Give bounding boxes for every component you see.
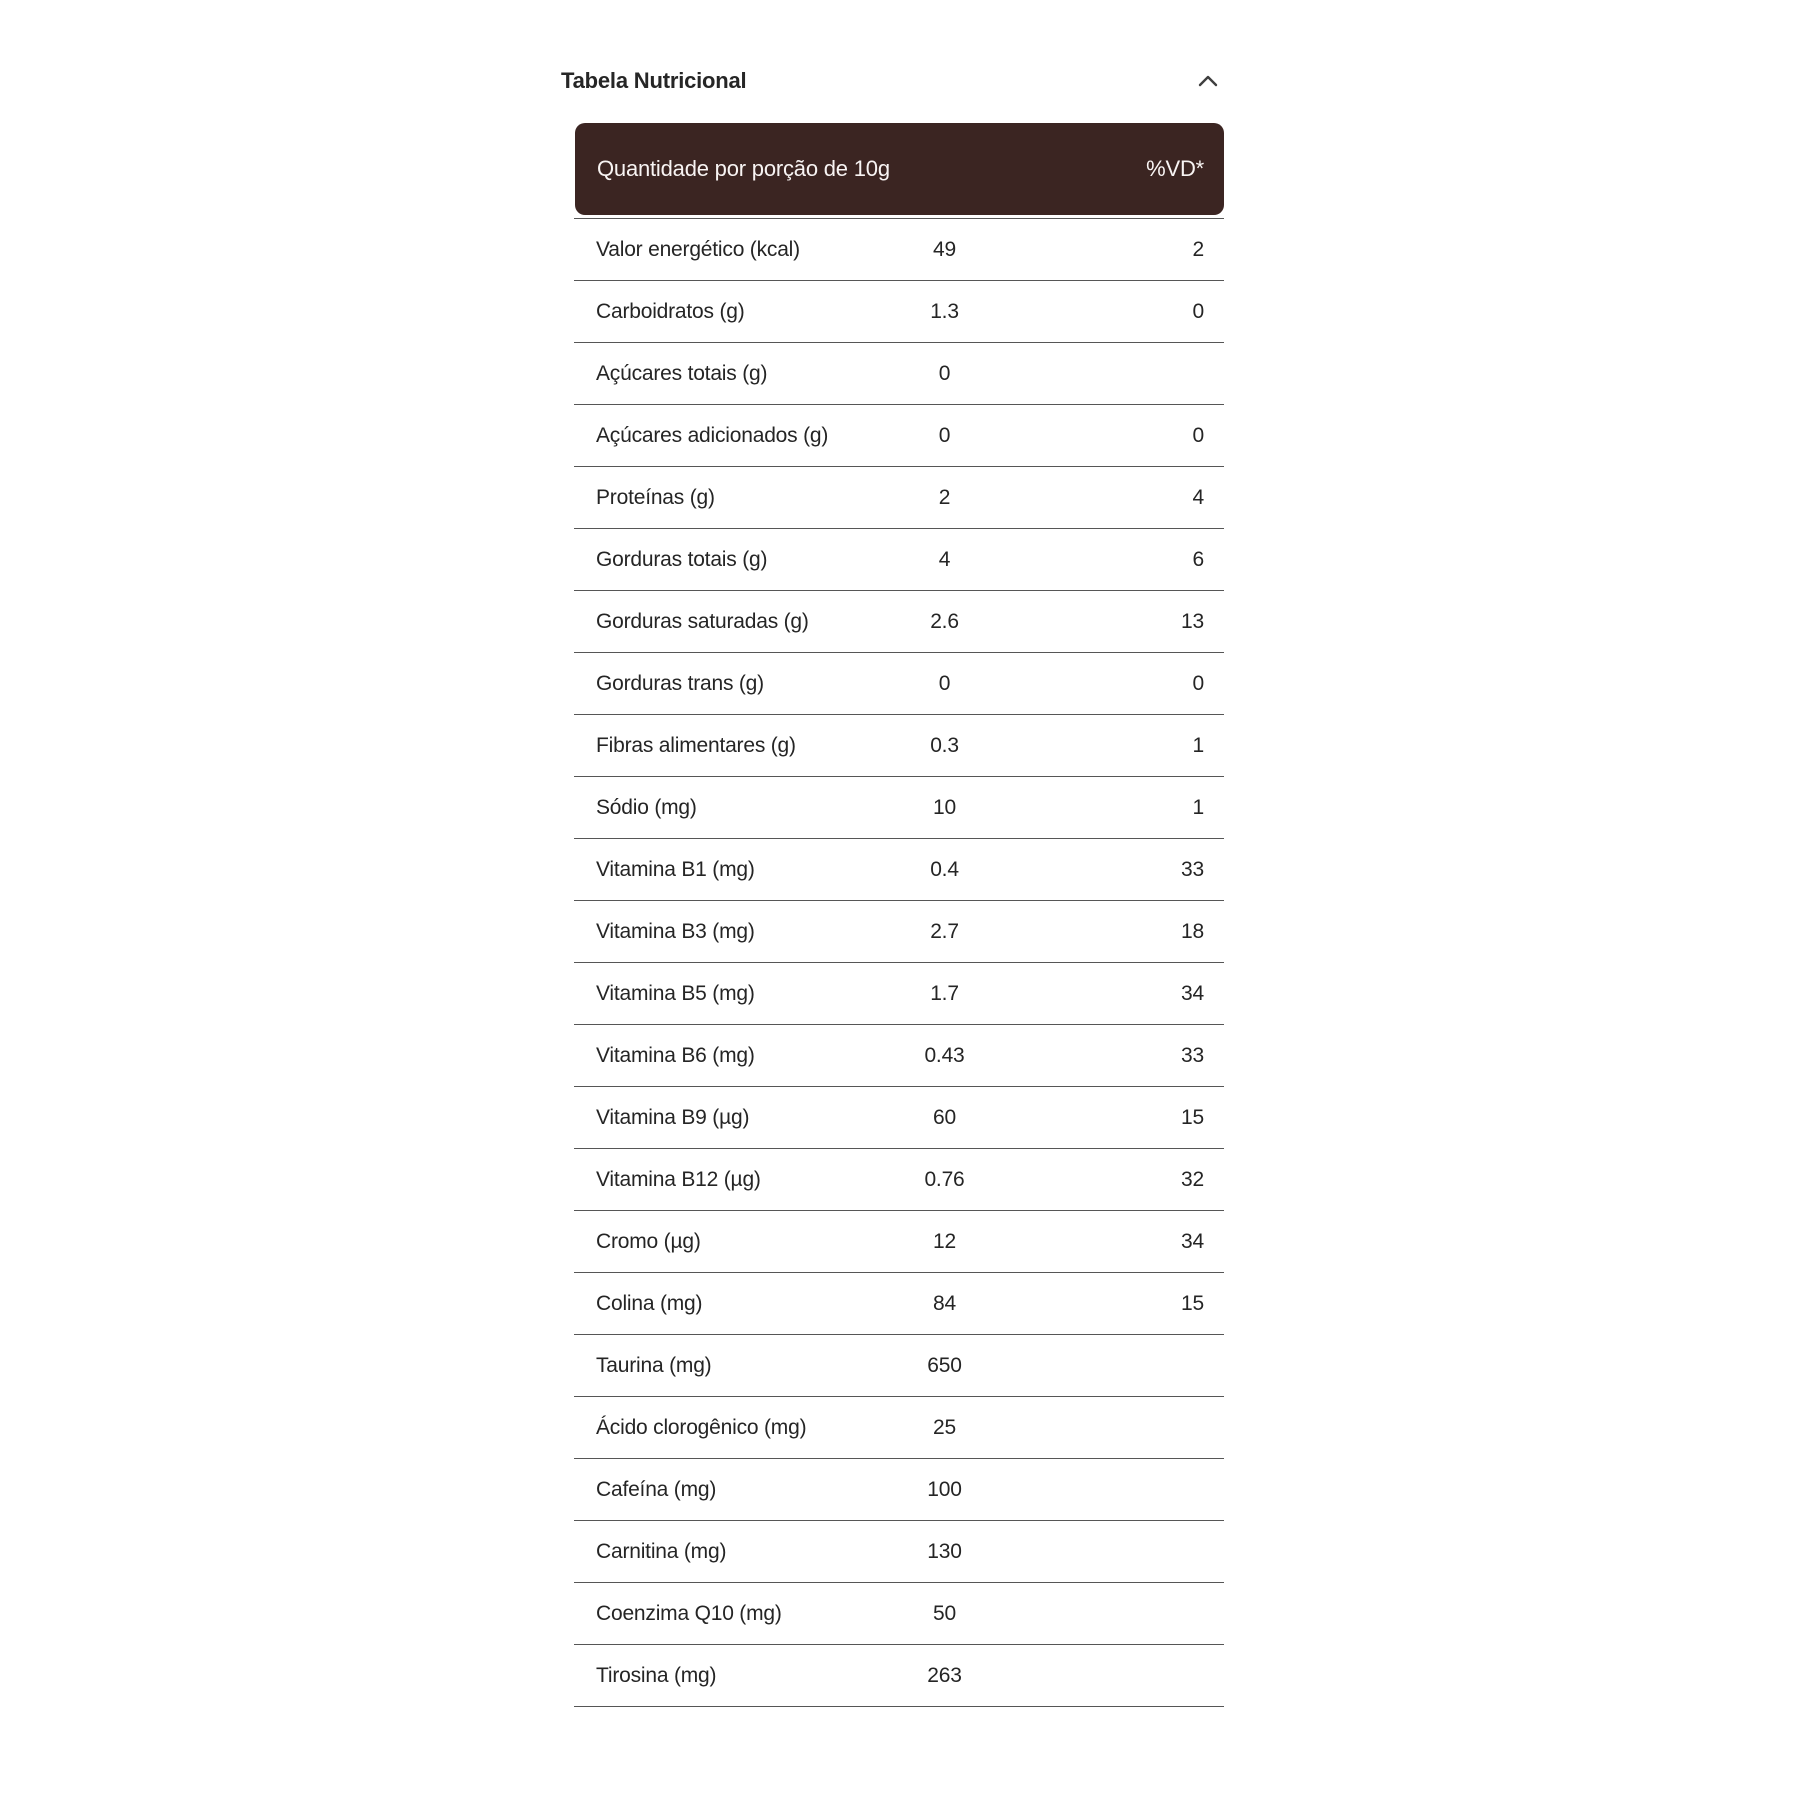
table-row [574, 653, 1224, 715]
nutrient-label: Gorduras saturadas (g) [596, 609, 809, 633]
nutrition-table [574, 218, 1224, 1707]
table-row [574, 343, 1224, 405]
table-row [574, 1149, 1224, 1211]
nutrient-amount: 0.4 [930, 857, 959, 881]
nutrient-vd: 4 [1192, 485, 1204, 509]
nutrient-label: Proteínas (g) [596, 485, 715, 509]
table-row [574, 1645, 1224, 1707]
table-row [574, 715, 1224, 777]
table-row [574, 1397, 1224, 1459]
nutrient-amount: 0.43 [924, 1043, 965, 1067]
table-row [574, 1521, 1224, 1583]
table-row [574, 777, 1224, 839]
nutrient-vd: 33 [1181, 857, 1204, 881]
nutrient-amount: 10 [933, 795, 956, 819]
nutrient-label: Vitamina B9 (µg) [596, 1105, 750, 1129]
nutrient-vd: 32 [1181, 1167, 1204, 1191]
nutrient-vd: 0 [1192, 423, 1204, 447]
nutrient-label: Vitamina B6 (mg) [596, 1043, 755, 1067]
nutrient-label: Carboidratos (g) [596, 299, 745, 323]
table-row [574, 467, 1224, 529]
table-row [574, 1583, 1224, 1645]
nutrient-amount: 263 [927, 1663, 962, 1687]
nutrient-label: Vitamina B5 (mg) [596, 981, 755, 1005]
table-row [574, 839, 1224, 901]
nutrient-label: Cromo (µg) [596, 1229, 701, 1253]
nutrient-amount: 12 [933, 1229, 956, 1253]
nutrient-amount: 0 [938, 423, 951, 447]
nutrient-amount: 130 [927, 1539, 962, 1563]
nutrient-amount: 100 [927, 1477, 962, 1501]
table-row [574, 1025, 1224, 1087]
nutrient-amount: 0.76 [924, 1167, 965, 1191]
table-row [574, 1211, 1224, 1273]
nutrient-label: Açúcares adicionados (g) [596, 423, 829, 447]
table-row [574, 219, 1224, 281]
daily-value-label: %VD* [1146, 156, 1204, 181]
nutrient-amount: 84 [933, 1291, 956, 1315]
table-row [574, 591, 1224, 653]
nutrient-amount: 2.7 [930, 919, 959, 943]
chevron-up-icon[interactable] [1196, 69, 1220, 93]
nutrient-amount: 4 [938, 547, 951, 571]
nutrient-label: Açúcares totais (g) [596, 361, 768, 385]
table-row [574, 963, 1224, 1025]
nutrient-label: Vitamina B1 (mg) [596, 857, 755, 881]
table-row [574, 1459, 1224, 1521]
table-row [574, 1335, 1224, 1397]
nutrient-amount: 25 [933, 1415, 956, 1439]
nutrient-label: Vitamina B12 (µg) [596, 1167, 761, 1191]
nutrient-amount: 0.3 [930, 733, 959, 757]
table-row [574, 901, 1224, 963]
nutrient-amount: 2.6 [930, 609, 959, 633]
nutrient-vd: 6 [1192, 547, 1204, 571]
table-row [574, 281, 1224, 343]
accordion-header[interactable] [561, 66, 1224, 96]
nutrient-label: Taurina (mg) [596, 1353, 712, 1377]
nutrition-section [561, 66, 1224, 1707]
nutrient-vd: 34 [1181, 981, 1204, 1005]
nutrient-vd: 0 [1192, 299, 1204, 323]
nutrient-label: Gorduras trans (g) [596, 671, 764, 695]
nutrient-amount: 1.7 [930, 981, 959, 1005]
nutrient-amount: 60 [933, 1105, 956, 1129]
section-title: Tabela Nutricional [561, 68, 747, 93]
table-row [574, 1087, 1224, 1149]
nutrient-vd: 13 [1181, 609, 1204, 633]
nutrient-label: Sódio (mg) [596, 795, 697, 819]
nutrient-vd: 1 [1192, 795, 1204, 819]
nutrient-label: Vitamina B3 (mg) [596, 919, 755, 943]
nutrient-amount: 2 [938, 485, 951, 509]
nutrient-amount: 50 [933, 1601, 956, 1625]
nutrient-vd: 15 [1181, 1105, 1204, 1129]
table-row [574, 405, 1224, 467]
nutrient-vd: 34 [1181, 1229, 1204, 1253]
table-row [574, 529, 1224, 591]
table-header-bar [575, 123, 1224, 215]
nutrient-amount: 0 [938, 671, 951, 695]
nutrient-amount: 49 [933, 237, 956, 261]
table-row [574, 1273, 1224, 1335]
nutrient-amount: 0 [938, 361, 951, 385]
nutrient-label: Coenzima Q10 (mg) [596, 1601, 782, 1625]
nutrient-label: Colina (mg) [596, 1291, 703, 1315]
nutrient-label: Carnitina (mg) [596, 1539, 727, 1563]
nutrient-label: Gorduras totais (g) [596, 547, 768, 571]
nutrient-vd: 0 [1192, 671, 1204, 695]
nutrient-label: Fibras alimentares (g) [596, 733, 796, 757]
nutrient-label: Tirosina (mg) [596, 1663, 717, 1687]
nutrient-label: Valor energético (kcal) [596, 237, 800, 261]
nutrient-vd: 2 [1192, 237, 1204, 261]
nutrient-vd: 15 [1181, 1291, 1204, 1315]
nutrient-amount: 1.3 [930, 299, 959, 323]
nutrient-vd: 1 [1192, 733, 1204, 757]
nutrient-label: Cafeína (mg) [596, 1477, 717, 1501]
nutrient-label: Ácido clorogênico (mg) [596, 1415, 807, 1439]
nutrient-vd: 33 [1181, 1043, 1204, 1067]
nutrient-amount: 650 [927, 1353, 962, 1377]
nutrient-vd: 18 [1181, 919, 1204, 943]
serving-size-label: Quantidade por porção de 10g [597, 156, 890, 181]
